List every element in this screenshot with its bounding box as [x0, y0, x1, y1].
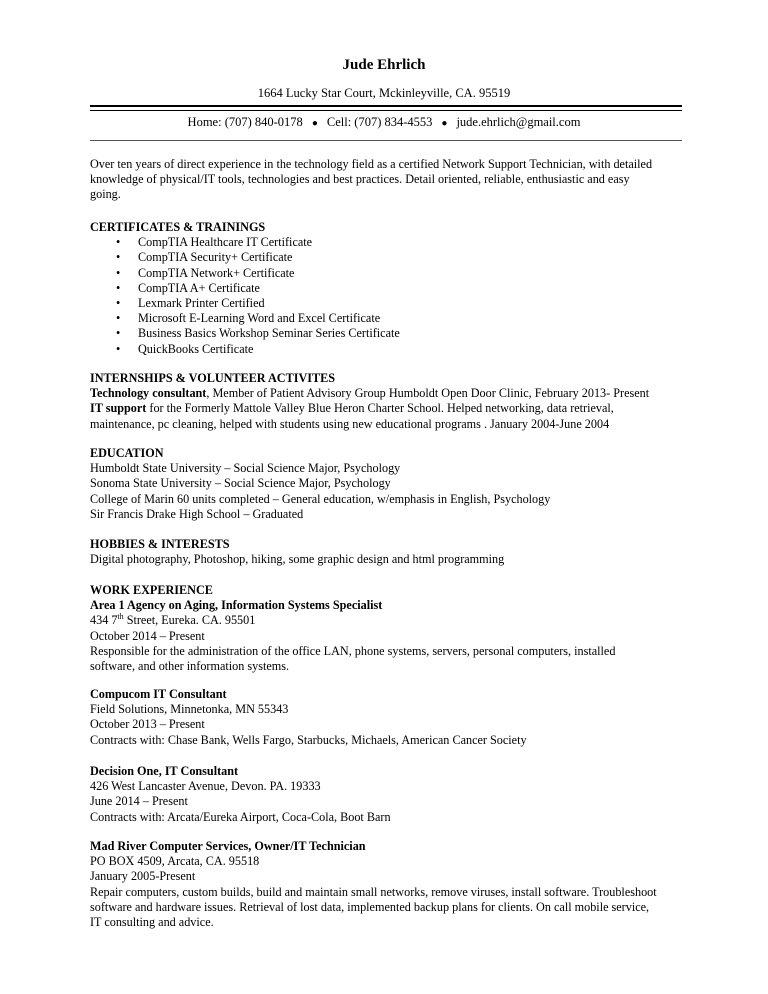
job-dates: June 2014 – Present — [90, 794, 188, 809]
certificate-label: Microsoft E-Learning Word and Excel Certificate — [138, 311, 381, 326]
list-item — [90, 266, 690, 281]
certificate-label: CompTIA Network+ Certificate — [138, 265, 295, 280]
job-decision-one — [90, 764, 690, 825]
job-title: Area 1 Agency on Aging, Information Systems Specialist — [90, 598, 383, 613]
internship-role: IT support — [90, 401, 147, 416]
list-item — [90, 296, 690, 311]
job-description: Responsible for the administration of the office LAN, phone systems, servers, personal computers, installed — [90, 643, 616, 658]
job-dates: January 2005-Present — [90, 869, 196, 884]
resume-name: Jude Ehrlich — [342, 57, 426, 73]
certificate-label: Lexmark Printer Certified — [138, 296, 265, 311]
job-title: Mad River Computer Services, Owner/IT Technician — [90, 839, 366, 853]
job-contracts: Contracts with: Chase Bank, Wells Fargo, Starbucks, Michaels, American Cancer Society — [90, 732, 527, 747]
certificate-label: CompTIA A+ Certificate — [138, 280, 260, 295]
certificate-label: QuickBooks Certificate — [138, 341, 254, 356]
internship-detail: for the Formerly Mattole Valley Blue Heron Charter School. Helped networking, data retrieval, — [146, 401, 614, 416]
summary-line: going. — [90, 187, 121, 202]
email-address: jude.ehrlich@gmail.com — [456, 115, 581, 129]
header-rule-thick — [90, 105, 682, 107]
home-phone: Home: (707) 840-0178 — [187, 115, 303, 129]
internships-heading: INTERNSHIPS & VOLUNTEER ACTIVITES — [90, 371, 336, 385]
job-contracts: Contracts with: Arcata/Eureka Airport, Coca-Cola, Boot Barn — [90, 809, 391, 824]
list-item — [90, 235, 690, 250]
education-heading: EDUCATION — [90, 446, 164, 460]
job-address: PO BOX 4509, Arcata, CA. 95518 — [90, 854, 260, 869]
bullet-icon: • — [116, 326, 121, 341]
certificate-label: Business Basics Workshop Seminar Series Certificate — [138, 326, 400, 341]
job-address-part: Street, Eureka. CA. 95501 — [123, 613, 256, 628]
education-line: Sir Francis Drake High School – Graduated — [90, 506, 304, 521]
work-section — [90, 583, 690, 674]
job-title: Decision One, IT Consultant — [90, 764, 239, 778]
list-item — [90, 342, 690, 357]
bullet-icon: • — [116, 341, 121, 356]
internships-section — [90, 371, 690, 432]
contact-rule — [90, 140, 682, 141]
summary-line: knowledge of physical/IT tools, technologies and best practices. Detail oriented, reliable, enthusiastic and easy — [90, 172, 630, 187]
hobbies-heading: HOBBIES & INTERESTS — [90, 537, 230, 551]
hobbies-text: Digital photography, Photoshop, hiking, some graphic design and html programming — [90, 552, 505, 567]
separator-dot: ● — [311, 118, 318, 129]
internship-detail: , Member of Patient Advisory Group Humboldt Open Door Clinic, February 2013- Present — [206, 386, 650, 401]
resume-address: 1664 Lucky Star Court, Mckinleyville, CA. 95519 — [257, 86, 511, 100]
education-line: Humboldt State University – Social Science Major, Psychology — [90, 461, 401, 476]
job-compucom — [90, 687, 690, 748]
job-address — [90, 613, 690, 628]
bullet-icon: • — [116, 311, 121, 326]
job-address: Field Solutions, Minnetonka, MN 55343 — [90, 702, 289, 717]
education-line: Sonoma State University – Social Science Major, Psychology — [90, 476, 391, 491]
internship-role: Technology consultant — [90, 386, 207, 401]
certificates-heading: CERTIFICATES & TRAININGS — [90, 220, 266, 234]
header-rule-thin — [90, 110, 682, 111]
separator-dot: ● — [441, 118, 448, 129]
contact-line — [0, 115, 768, 131]
bullet-icon: • — [116, 250, 121, 265]
bullet-icon: • — [116, 280, 121, 295]
list-item — [90, 311, 690, 326]
certificate-label: CompTIA Security+ Certificate — [138, 250, 293, 265]
job-description: software, and other information systems. — [90, 659, 290, 674]
list-item — [90, 250, 690, 265]
bullet-icon: • — [116, 235, 121, 250]
education-line: College of Marin 60 units completed – General education, w/emphasis in English, Psychology — [90, 491, 551, 506]
list-item — [90, 326, 690, 341]
job-dates: October 2013 – Present — [90, 717, 205, 732]
cell-phone: Cell: (707) 834-4553 — [326, 115, 433, 129]
job-mad-river — [90, 839, 690, 930]
job-description: Repair computers, custom builds, build and maintain small networks, remove viruses, install software. Troubleshoot — [90, 884, 657, 899]
bullet-icon: • — [116, 296, 121, 311]
work-heading: WORK EXPERIENCE — [90, 583, 213, 597]
certificates-section — [90, 220, 690, 357]
hobbies-section — [90, 537, 690, 567]
summary-section — [90, 157, 690, 203]
job-address: 426 West Lancaster Avenue, Devon. PA. 19333 — [90, 779, 321, 794]
education-section — [90, 446, 690, 522]
certificate-label: CompTIA Healthcare IT Certificate — [138, 235, 313, 250]
certificates-list — [90, 235, 690, 357]
bullet-icon: • — [116, 265, 121, 280]
job-dates: October 2014 – Present — [90, 628, 205, 643]
job-description: software and hardware issues. Retrieval of lost data, implemented backup plans for clients. On call mobile service, — [90, 899, 650, 914]
list-item — [90, 281, 690, 296]
summary-line: Over ten years of direct experience in the technology field as a certified Network Support Technician, with detailed — [90, 157, 653, 171]
job-description: IT consulting and advice. — [90, 915, 214, 930]
job-address-part: 434 7 — [90, 613, 118, 628]
internship-entry — [90, 401, 690, 416]
internship-entry — [90, 386, 690, 401]
internship-detail-line: maintenance, pc cleaning, helped with students using new educational programs . January 2004-June 2004 — [90, 416, 610, 431]
job-title: Compucom IT Consultant — [90, 687, 227, 701]
job-address-sup: th — [117, 612, 124, 622]
